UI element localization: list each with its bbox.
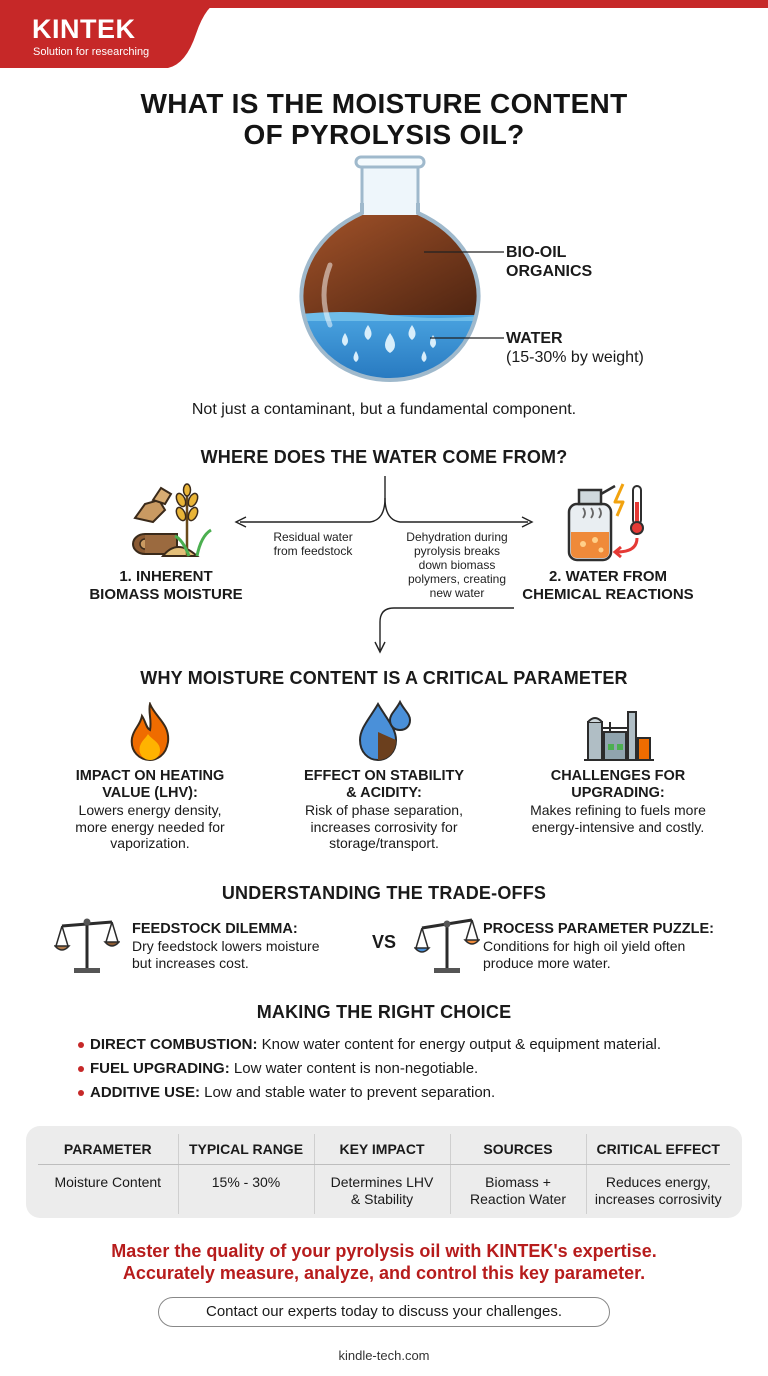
flask-pointer-lines — [420, 240, 510, 350]
droplets-icon — [356, 698, 412, 762]
title-line-1: WHAT IS THE MOISTURE CONTENT — [140, 88, 628, 119]
tagline: Not just a contaminant, but a fundamental component. — [191, 401, 577, 418]
choice-item: FUEL UPGRADING: Low water content is non-negotiable. — [78, 1057, 661, 1081]
reaction-bottle-icon — [555, 480, 655, 564]
label-water-percentage: (15-30% by weight) — [506, 349, 644, 366]
summary-table — [26, 1126, 742, 1218]
tradeoff-feedstock: FEEDSTOCK DILEMMA: Dry feedstock lowers moisture but increases cost. — [132, 921, 320, 971]
title-line-2: OF PYROLYSIS OIL? — [243, 119, 525, 150]
vs-label: VS — [372, 932, 397, 952]
brand-name: KINTEK — [32, 14, 136, 44]
heading-critical-parameter: WHY MOISTURE CONTENT IS A CRITICAL PARAMETER — [140, 668, 628, 688]
brand-tagline: Solution for researching — [33, 46, 150, 58]
source-reaction-title: 2. WATER FROM CHEMICAL REACTIONS — [522, 568, 694, 603]
refinery-icon — [584, 700, 654, 762]
choice-list — [78, 1033, 661, 1105]
table-cell: Reduces energy, increases corrosivity — [594, 1173, 722, 1207]
balance-scale-icon — [54, 914, 120, 976]
source-inherent-title: 1. INHERENT BIOMASS MOISTURE — [89, 568, 243, 603]
table-cell: 15% - 30% — [178, 1164, 314, 1214]
table-cell: Determines LHV & Stability — [314, 1164, 450, 1214]
table-header: SOURCES — [450, 1134, 586, 1164]
heading-right-choice: MAKING THE RIGHT CHOICE — [256, 1002, 512, 1022]
footer-website-link[interactable]: kindle-tech.com — [338, 1348, 430, 1363]
contact-experts-button[interactable]: Contact our experts today to discuss your challenges. — [158, 1297, 610, 1327]
note-residual-water: Residual water from feedstock — [273, 530, 353, 558]
table-header: TYPICAL RANGE — [178, 1134, 314, 1164]
critical-item-upgrading: CHALLENGES FOR UPGRADING: Makes refining to fuels more energy-intensive and costly. — [530, 768, 706, 835]
table-header: KEY IMPACT — [314, 1134, 450, 1164]
label-bio-oil: BIO-OIL ORGANICS — [506, 244, 593, 280]
table-row — [38, 1164, 730, 1214]
note-dehydration: Dehydration during pyrolysis breaks down biomass polymers, creating new water — [406, 530, 508, 600]
table-header: PARAMETER — [38, 1134, 178, 1164]
tradeoff-process: PROCESS PARAMETER PUZZLE: Conditions for high oil yield often produce more water. — [483, 921, 714, 971]
heading-tradeoffs: UNDERSTANDING THE TRADE-OFFS — [221, 883, 547, 903]
label-water: WATER — [506, 330, 563, 347]
critical-item-stability: EFFECT ON STABILITY & ACIDITY: Risk of phase separation, increases corrosivity for storage/transport. — [303, 768, 465, 851]
balance-scale-color-icon — [414, 914, 480, 976]
table-cell: Biomass + Reaction Water — [450, 1164, 586, 1214]
table-cell: Moisture Content — [38, 1164, 178, 1214]
heading-water-sources: WHERE DOES THE WATER COME FROM? — [200, 447, 568, 467]
biomass-icon — [125, 480, 215, 562]
brand-logo[interactable] — [0, 0, 222, 68]
choice-item: DIRECT COMBUSTION: Know water content for energy output & equipment material. — [78, 1033, 661, 1057]
critical-item-heating: IMPACT ON HEATING VALUE (LHV): Lowers energy density, more energy needed for vaporization. — [75, 768, 225, 851]
cta-message: Master the quality of your pyrolysis oil with KINTEK's expertise. Accurately measure, analyze, and control this key parameter. — [111, 1241, 657, 1283]
table-header-row — [38, 1134, 730, 1164]
flame-icon — [126, 702, 174, 762]
table-header: CRITICAL EFFECT — [586, 1134, 730, 1164]
choice-item: ADDITIVE USE: Low and stable water to prevent separation. — [78, 1081, 661, 1105]
page-title — [0, 88, 768, 150]
